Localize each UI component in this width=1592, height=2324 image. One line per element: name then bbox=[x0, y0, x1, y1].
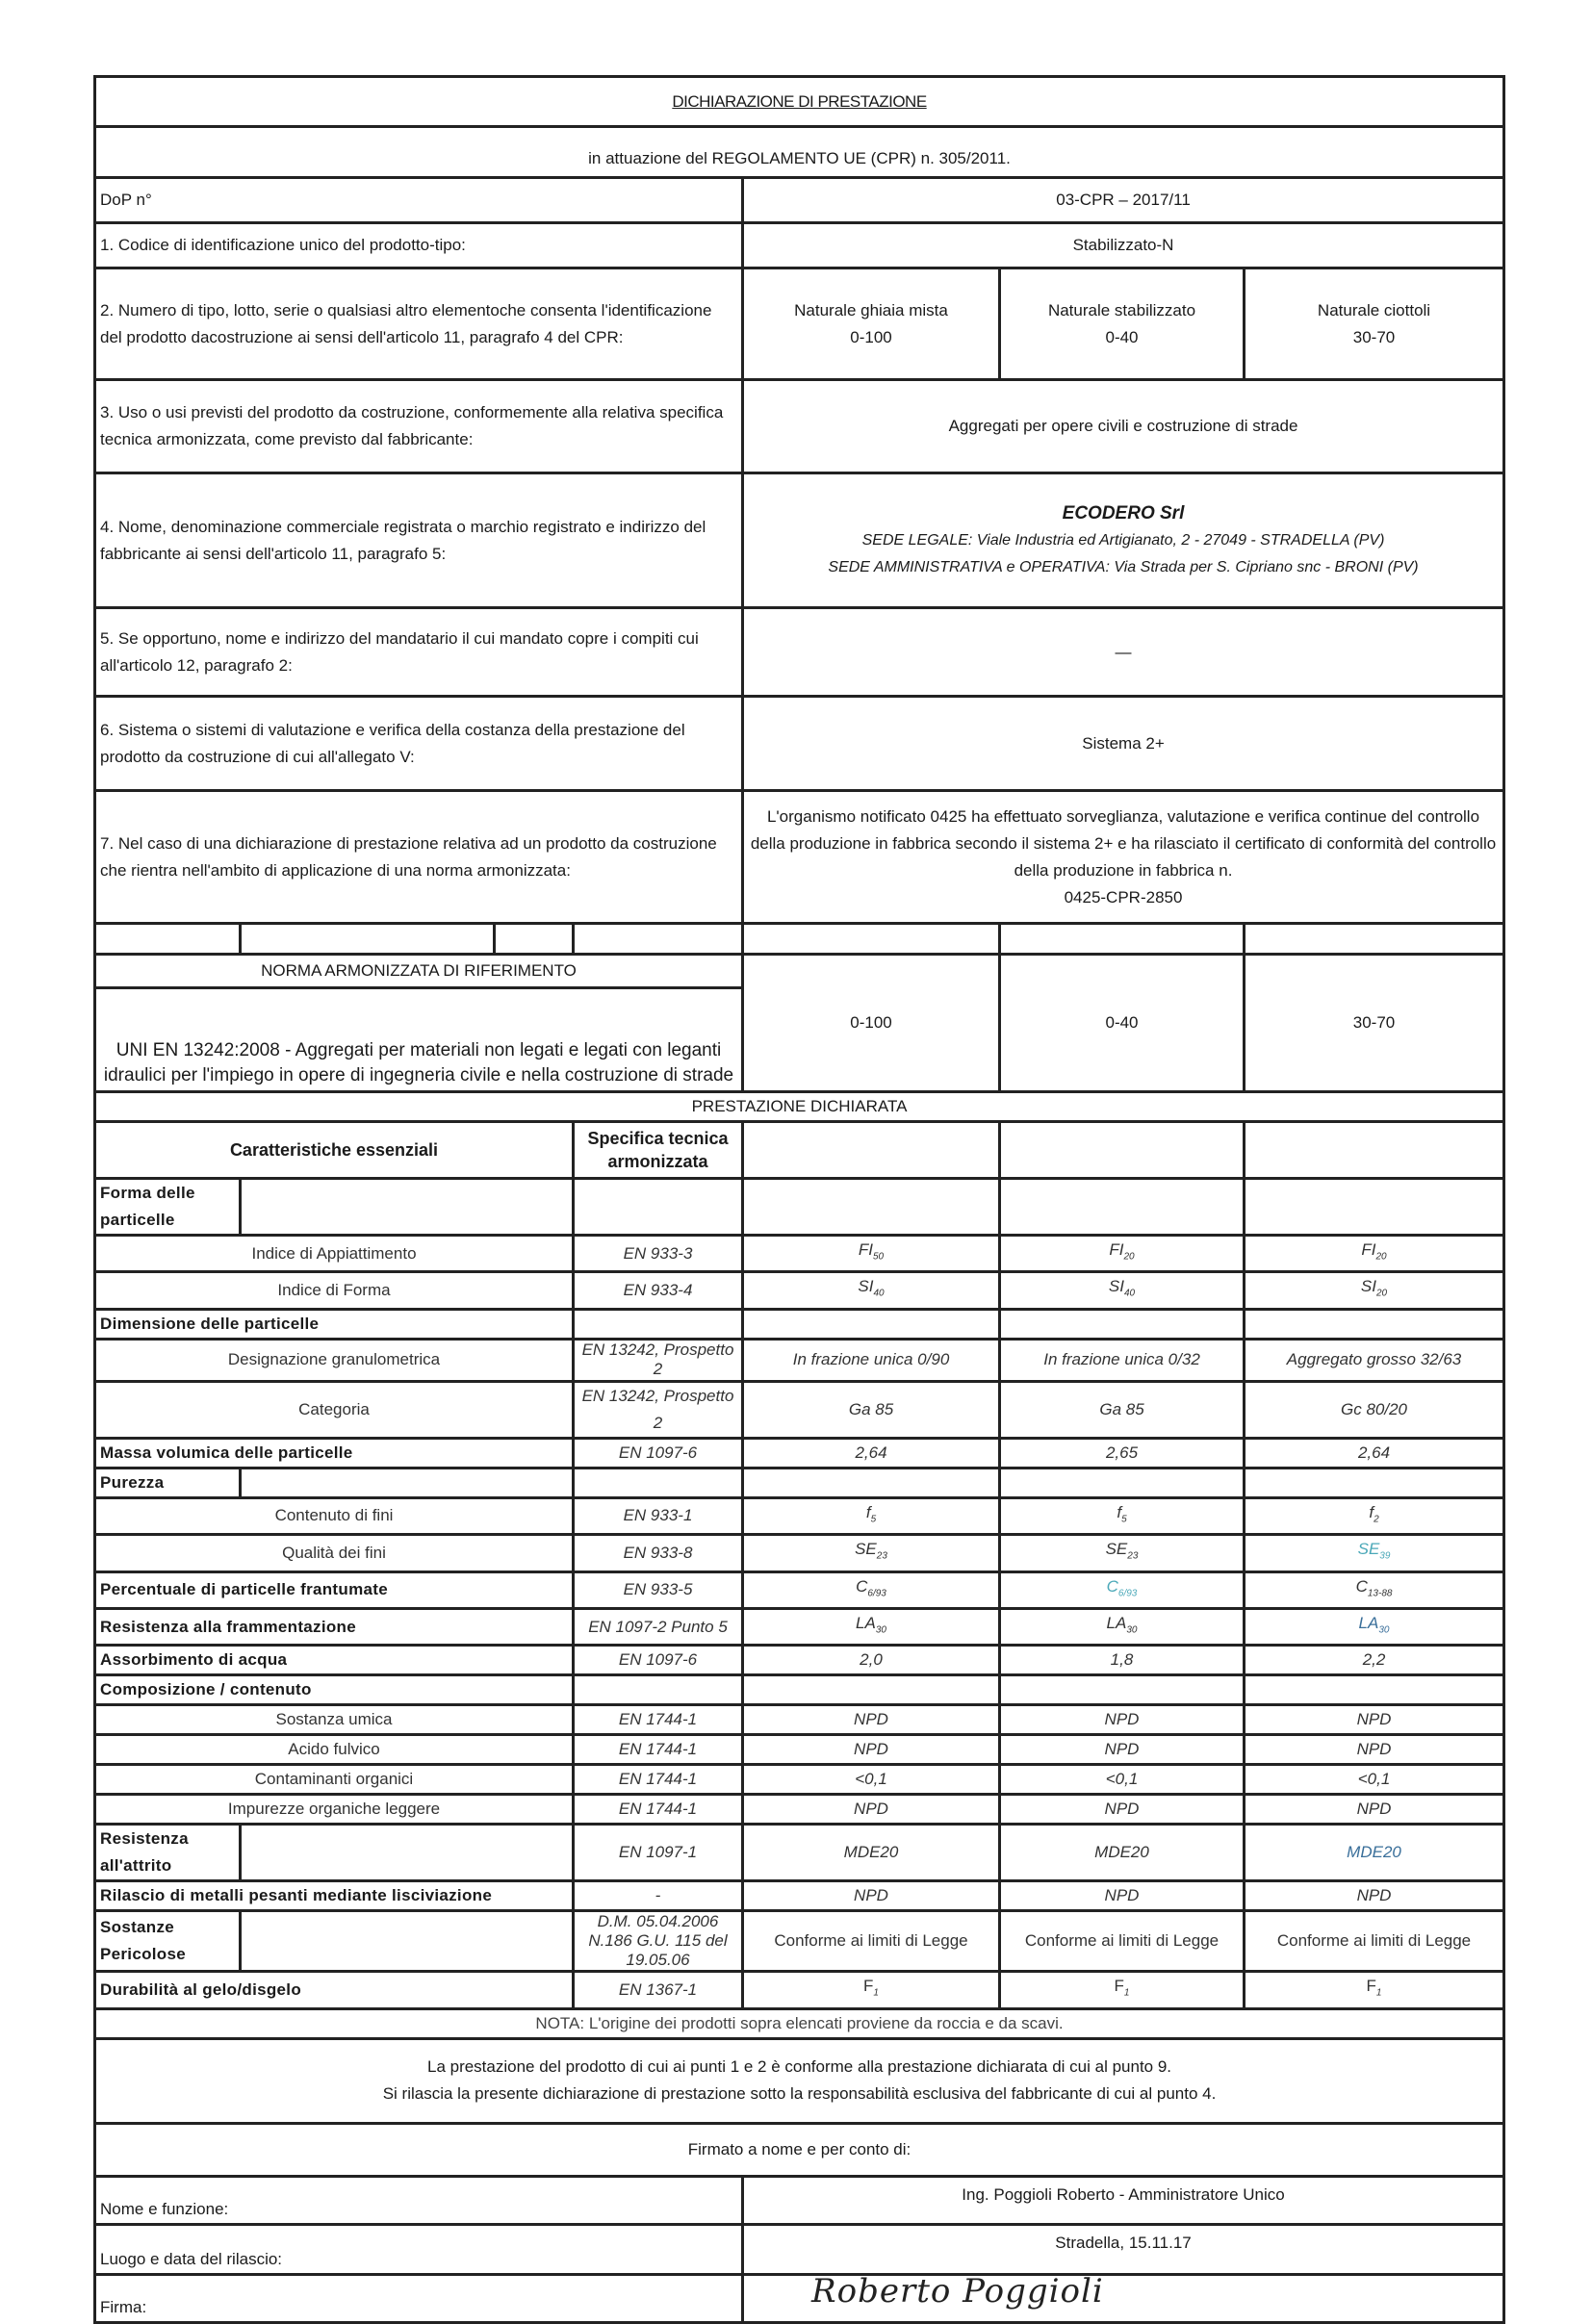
col-characteristics-header: Caratteristiche essenziali bbox=[95, 1122, 574, 1179]
declared-value bbox=[743, 1272, 1000, 1309]
performance-row bbox=[95, 1881, 1504, 1911]
dop-label: DoP n° bbox=[95, 178, 743, 223]
value-main: F bbox=[1366, 1977, 1376, 1996]
spec-reference bbox=[574, 1179, 743, 1236]
declared-value bbox=[1245, 1272, 1504, 1309]
spec-reference: EN 13242, Prospetto 2 bbox=[574, 1381, 743, 1438]
performance-row bbox=[95, 1825, 1504, 1881]
performance-rows bbox=[95, 1179, 1504, 2009]
value-subscript: 5 bbox=[1121, 1514, 1127, 1525]
item6-label: 6. Sistema o sistemi di valutazione e verifica della costanza della prestazione del prodotto da costruzione di cui all'allegato V: bbox=[95, 697, 743, 791]
declared-value: NPD bbox=[1000, 1705, 1245, 1735]
value-main: LA bbox=[856, 1613, 876, 1632]
declared-value bbox=[1245, 1497, 1504, 1534]
conformity-line-2: Si rilascia la presente dichiarazione di prestazione sotto la responsabilità esclusiva del fabbricante di cui al punto 4. bbox=[382, 2084, 1217, 2104]
declared-value: <0,1 bbox=[743, 1765, 1000, 1795]
spec-reference bbox=[574, 1675, 743, 1705]
declared-value bbox=[1245, 1468, 1504, 1497]
declared-value: Conforme ai limiti di Legge bbox=[1245, 1911, 1504, 1972]
characteristic-label: Composizione / contenuto bbox=[95, 1675, 574, 1705]
item1-value: Stabilizzato-N bbox=[743, 223, 1504, 268]
declared-value: 1,8 bbox=[1000, 1646, 1245, 1675]
declared-value bbox=[743, 1236, 1000, 1272]
characteristic-label: Purezza bbox=[95, 1468, 241, 1497]
range-1: 0-100 bbox=[743, 955, 1000, 1092]
manufacturer-block bbox=[743, 473, 1504, 608]
declared-value bbox=[743, 1571, 1000, 1608]
value-subscript: 6/93 bbox=[867, 1587, 886, 1598]
characteristic-label: Percentuale di particelle frantumate bbox=[95, 1571, 574, 1608]
characteristic-blank bbox=[241, 1911, 574, 1972]
declared-value: NPD bbox=[743, 1795, 1000, 1825]
performance-row bbox=[95, 1236, 1504, 1272]
place-label: Luogo e data del rilascio: bbox=[95, 2224, 743, 2274]
value-subscript: 23 bbox=[876, 1550, 887, 1562]
range-3: 30-70 bbox=[1245, 955, 1504, 1092]
value-main: C bbox=[1355, 1576, 1368, 1596]
col-header-blank bbox=[1000, 1122, 1245, 1179]
value-main: C bbox=[856, 1576, 868, 1596]
performance-row bbox=[95, 1705, 1504, 1735]
product-1-range: 0-100 bbox=[850, 327, 892, 346]
product-2-name: Naturale stabilizzato bbox=[1047, 300, 1196, 319]
declared-value: NPD bbox=[1245, 1705, 1504, 1735]
value-subscript: 23 bbox=[1127, 1550, 1139, 1562]
product-2-range: 0-40 bbox=[1105, 327, 1139, 346]
characteristic-label: Resistenza alla frammentazione bbox=[95, 1608, 574, 1645]
performance-row bbox=[95, 1646, 1504, 1675]
page-title: DICHIARAZIONE DI PRESTAZIONE bbox=[95, 77, 1504, 127]
declared-value bbox=[1245, 1309, 1504, 1339]
declared-value: 2,65 bbox=[1000, 1438, 1245, 1468]
value-main: SE bbox=[1357, 1540, 1380, 1559]
characteristic-blank bbox=[241, 1825, 574, 1881]
declared-value: Ga 85 bbox=[743, 1381, 1000, 1438]
item7-text: L'organismo notificato 0425 ha effettuato sorveglianza, valutazione e verifica continue del controllo della produzione in fabbrica secondo il sistema 2+ e ha rilasciato il certificato di conformità del controllo della produzione in fabbrica n. bbox=[750, 806, 1497, 880]
performance-row bbox=[95, 1381, 1504, 1438]
value-main: f bbox=[1369, 1502, 1374, 1521]
spec-reference bbox=[574, 1309, 743, 1339]
characteristic-label: Durabilità al gelo/disgelo bbox=[95, 1972, 574, 2008]
spec-reference: EN 1367-1 bbox=[574, 1972, 743, 2008]
conformity-statement bbox=[95, 2038, 1504, 2123]
col-header-blank bbox=[1245, 1122, 1504, 1179]
spec-reference: EN 1097-1 bbox=[574, 1825, 743, 1881]
declared-value bbox=[1245, 1608, 1504, 1645]
value-main: FI bbox=[858, 1240, 873, 1259]
declared-value: NPD bbox=[1245, 1881, 1504, 1911]
spec-reference: EN 1744-1 bbox=[574, 1705, 743, 1735]
performance-row bbox=[95, 1438, 1504, 1468]
spec-reference: EN 933-3 bbox=[574, 1236, 743, 1272]
characteristic-label: Forma delle particelle bbox=[95, 1179, 241, 1236]
performance-row bbox=[95, 1497, 1504, 1534]
value-main: FI bbox=[1109, 1240, 1124, 1259]
declared-value: Aggregato grosso 32/63 bbox=[1245, 1339, 1504, 1381]
declared-value bbox=[1000, 1272, 1245, 1309]
spec-reference: EN 933-5 bbox=[574, 1571, 743, 1608]
item3-label: 3. Uso o usi previsti del prodotto da costruzione, conformemente alla relativa specifica tecnica armonizzata, come previsto dal fabbricante: bbox=[95, 380, 743, 473]
declared-value: <0,1 bbox=[1245, 1765, 1504, 1795]
declared-value bbox=[743, 1497, 1000, 1534]
declared-value bbox=[1000, 1468, 1245, 1497]
performance-row bbox=[95, 1911, 1504, 1972]
item4-label: 4. Nome, denominazione commerciale registrata o marchio registrato e indirizzo del fabbricante ai sensi dell'articolo 11, paragrafo 5: bbox=[95, 473, 743, 608]
performance-row bbox=[95, 1179, 1504, 1236]
sub-characteristic-label: Indice di Appiattimento bbox=[95, 1236, 574, 1272]
product-1 bbox=[743, 268, 1000, 380]
value-main: SI bbox=[858, 1277, 874, 1296]
performance-row bbox=[95, 1272, 1504, 1309]
value-main: f bbox=[1117, 1502, 1122, 1521]
value-main: LA bbox=[1358, 1613, 1379, 1632]
spacer-row bbox=[95, 924, 1504, 955]
sub-characteristic-label: Sostanza umica bbox=[95, 1705, 574, 1735]
handwritten-signature: Roberto Poggioli bbox=[811, 2271, 1104, 2311]
name-value: Ing. Poggioli Roberto - Amministratore Unico bbox=[743, 2176, 1504, 2224]
declared-value bbox=[1000, 1236, 1245, 1272]
spec-reference: EN 1097-6 bbox=[574, 1646, 743, 1675]
declared-value: Conforme ai limiti di Legge bbox=[1000, 1911, 1245, 1972]
value-subscript: 13-88 bbox=[1367, 1587, 1393, 1598]
sub-characteristic-label: Impurezze organiche leggere bbox=[95, 1795, 574, 1825]
characteristic-label: Massa volumica delle particelle bbox=[95, 1438, 574, 1468]
declared-value: NPD bbox=[1245, 1795, 1504, 1825]
declared-value: MDE20 bbox=[743, 1825, 1000, 1881]
spec-reference: EN 1744-1 bbox=[574, 1735, 743, 1765]
range-2: 0-40 bbox=[1000, 955, 1245, 1092]
dop-value: 03-CPR – 2017/11 bbox=[743, 178, 1504, 223]
declaration-table bbox=[93, 75, 1505, 2324]
value-main: SI bbox=[1108, 1277, 1124, 1296]
item6-value: Sistema 2+ bbox=[743, 697, 1504, 791]
sub-characteristic-label: Qualità dei fini bbox=[95, 1535, 574, 1571]
performance-row bbox=[95, 1608, 1504, 1645]
col-spec-header: Specifica tecnica armonizzata bbox=[574, 1122, 743, 1179]
declared-value bbox=[743, 1972, 1000, 2008]
declared-value: NPD bbox=[1245, 1735, 1504, 1765]
characteristic-label: Dimensione delle particelle bbox=[95, 1309, 574, 1339]
performance-row bbox=[95, 1972, 1504, 2008]
value-main: F bbox=[863, 1977, 874, 1996]
declared-value bbox=[743, 1468, 1000, 1497]
declared-value bbox=[1000, 1535, 1245, 1571]
value-subscript: 50 bbox=[872, 1251, 885, 1263]
value-subscript: 6/93 bbox=[1117, 1587, 1138, 1598]
signature-cell bbox=[743, 2271, 1504, 2322]
product-3-range: 30-70 bbox=[1352, 327, 1396, 346]
declared-value: 2,64 bbox=[1245, 1438, 1504, 1468]
characteristic-label: Sostanze Pericolose bbox=[95, 1911, 241, 1972]
declared-value bbox=[743, 1608, 1000, 1645]
value-subscript: 5 bbox=[870, 1514, 877, 1525]
declared-value bbox=[1245, 1675, 1504, 1705]
sub-characteristic-label: Contaminanti organici bbox=[95, 1765, 574, 1795]
value-subscript: 30 bbox=[1126, 1624, 1138, 1636]
value-subscript: 1 bbox=[873, 1987, 879, 1999]
sub-characteristic-label: Categoria bbox=[95, 1381, 574, 1438]
value-subscript: 2 bbox=[1374, 1514, 1379, 1525]
spec-reference: EN 1097-2 Punto 5 bbox=[574, 1608, 743, 1645]
performance-row bbox=[95, 1309, 1504, 1339]
value-subscript: 20 bbox=[1375, 1251, 1387, 1263]
performance-row bbox=[95, 1675, 1504, 1705]
declared-value bbox=[743, 1309, 1000, 1339]
value-subscript: 1 bbox=[1123, 1987, 1130, 1999]
value-subscript: 20 bbox=[1375, 1288, 1388, 1299]
product-1-name: Naturale ghiaia mista bbox=[794, 300, 948, 319]
declared-value bbox=[1000, 1608, 1245, 1645]
certificate-number: 0425-CPR-2850 bbox=[1064, 887, 1183, 907]
signature-label: Firma: bbox=[95, 2274, 743, 2322]
manufacturer-legal-address: SEDE LEGALE: Viale Industria ed Artigianato, 2 - 27049 - STRADELLA (PV) bbox=[861, 531, 1385, 549]
spec-reference: D.M. 05.04.2006 N.186 G.U. 115 del 19.05.06 bbox=[574, 1911, 743, 1972]
value-subscript: 1 bbox=[1375, 1987, 1382, 1999]
sub-characteristic-label: Acido fulvico bbox=[95, 1735, 574, 1765]
sub-characteristic-label: Designazione granulometrica bbox=[95, 1339, 574, 1381]
spec-reference: EN 933-1 bbox=[574, 1497, 743, 1534]
declared-value bbox=[743, 1535, 1000, 1571]
norma-header: NORMA ARMONIZZATA DI RIFERIMENTO bbox=[95, 955, 743, 988]
performance-row bbox=[95, 1535, 1504, 1571]
value-main: LA bbox=[1106, 1613, 1127, 1632]
declared-value: MDE20 bbox=[1245, 1825, 1504, 1881]
value-main: f bbox=[865, 1502, 871, 1521]
declared-value: 2,2 bbox=[1245, 1646, 1504, 1675]
declared-value: 2,0 bbox=[743, 1646, 1000, 1675]
performance-row bbox=[95, 1765, 1504, 1795]
characteristic-label: Resistenza all'attrito bbox=[95, 1825, 241, 1881]
item1-label: 1. Codice di identificazione unico del prodotto-tipo: bbox=[95, 223, 743, 268]
characteristic-label: Rilascio di metalli pesanti mediante lisciviazione bbox=[95, 1881, 574, 1911]
performance-row bbox=[95, 1735, 1504, 1765]
product-2 bbox=[1000, 268, 1245, 380]
declared-value: In frazione unica 0/90 bbox=[743, 1339, 1000, 1381]
item5-label: 5. Se opportuno, nome e indirizzo del mandatario il cui mandato copre i compiti cui all'articolo 12, paragrafo 2: bbox=[95, 608, 743, 697]
product-3 bbox=[1245, 268, 1504, 380]
declaration-page bbox=[93, 75, 1502, 2324]
prestazione-header: PRESTAZIONE DICHIARATA bbox=[95, 1092, 1504, 1122]
declared-value bbox=[743, 1675, 1000, 1705]
declared-value: NPD bbox=[1000, 1795, 1245, 1825]
declared-value: In frazione unica 0/32 bbox=[1000, 1339, 1245, 1381]
spec-reference bbox=[574, 1468, 743, 1497]
declared-value bbox=[1245, 1179, 1504, 1236]
performance-row bbox=[95, 1795, 1504, 1825]
declared-value bbox=[1000, 1179, 1245, 1236]
declared-value bbox=[1000, 1571, 1245, 1608]
product-3-name: Naturale ciottoli bbox=[1317, 300, 1431, 319]
declared-value bbox=[1000, 1309, 1245, 1339]
value-subscript: 39 bbox=[1379, 1550, 1391, 1562]
declared-value bbox=[743, 1179, 1000, 1236]
place-value: Stradella, 15.11.17 bbox=[743, 2224, 1504, 2274]
spec-reference: EN 1744-1 bbox=[574, 1765, 743, 1795]
spec-reference: EN 933-8 bbox=[574, 1535, 743, 1571]
declared-value: Ga 85 bbox=[1000, 1381, 1245, 1438]
declared-value: <0,1 bbox=[1000, 1765, 1245, 1795]
characteristic-blank bbox=[241, 1179, 574, 1236]
item2-label: 2. Numero di tipo, lotto, serie o qualsiasi altro elementoche consenta l'identificazione del prodotto dacostruzione ai sensi dell'articolo 11, paragrafo 4 del CPR: bbox=[95, 268, 743, 380]
declared-value: NPD bbox=[743, 1735, 1000, 1765]
manufacturer-name: ECODERO Srl bbox=[1062, 502, 1185, 524]
spec-reference: - bbox=[574, 1881, 743, 1911]
value-main: SE bbox=[855, 1540, 877, 1559]
item7-value-block bbox=[743, 791, 1504, 924]
spec-reference: EN 933-4 bbox=[574, 1272, 743, 1309]
value-subscript: 40 bbox=[1123, 1288, 1136, 1299]
sub-characteristic-label: Indice di Forma bbox=[95, 1272, 574, 1309]
value-main: C bbox=[1106, 1576, 1118, 1596]
value-subscript: 40 bbox=[873, 1288, 885, 1299]
norma-text: UNI EN 13242:2008 - Aggregati per materiali non legati e legati con leganti idraulici per l'impiego in opere di ingegneria civile e nella costruzione di strade bbox=[95, 988, 743, 1092]
declared-value bbox=[1245, 1236, 1504, 1272]
declared-value bbox=[1245, 1972, 1504, 2008]
declared-value: Conforme ai limiti di Legge bbox=[743, 1911, 1000, 1972]
declared-value: 2,64 bbox=[743, 1438, 1000, 1468]
spec-reference: EN 1744-1 bbox=[574, 1795, 743, 1825]
characteristic-blank bbox=[241, 1468, 574, 1497]
value-subscript: 30 bbox=[875, 1624, 886, 1636]
regulation-subtitle: in attuazione del REGOLAMENTO UE (CPR) n. 305/2011. bbox=[95, 127, 1504, 178]
declared-value: NPD bbox=[743, 1881, 1000, 1911]
characteristic-label: Assorbimento di acqua bbox=[95, 1646, 574, 1675]
declared-value: MDE20 bbox=[1000, 1825, 1245, 1881]
item3-value: Aggregati per opere civili e costruzione di strade bbox=[743, 380, 1504, 473]
value-main: F bbox=[1114, 1977, 1124, 1996]
declared-value bbox=[1000, 1972, 1245, 2008]
declared-value: NPD bbox=[1000, 1735, 1245, 1765]
declared-value: Gc 80/20 bbox=[1245, 1381, 1504, 1438]
origin-note: NOTA: L'origine dei prodotti sopra elencati proviene da roccia e da scavi. bbox=[95, 2008, 1504, 2038]
item7-label: 7. Nel caso di una dichiarazione di prestazione relativa ad un prodotto da costruzione che rientra nell'ambito di applicazione di una norma armonizzata: bbox=[95, 791, 743, 924]
item5-value: — bbox=[743, 608, 1504, 697]
conformity-line-1: La prestazione del prodotto di cui ai punti 1 e 2 è conforme alla prestazione dichiarata di cui al punto 9. bbox=[426, 2057, 1172, 2077]
signed-on-behalf: Firmato a nome e per conto di: bbox=[95, 2123, 1504, 2176]
value-subscript: 20 bbox=[1123, 1251, 1135, 1263]
declared-value bbox=[1245, 1571, 1504, 1608]
performance-row bbox=[95, 1571, 1504, 1608]
declared-value: NPD bbox=[1000, 1881, 1245, 1911]
spec-reference: EN 1097-6 bbox=[574, 1438, 743, 1468]
declared-value bbox=[1245, 1535, 1504, 1571]
manufacturer-operative-address: SEDE AMMINISTRATIVA e OPERATIVA: Via Strada per S. Cipriano snc - BRONI (PV) bbox=[828, 558, 1419, 575]
performance-row bbox=[95, 1339, 1504, 1381]
value-main: FI bbox=[1361, 1240, 1376, 1259]
declared-value bbox=[1000, 1675, 1245, 1705]
performance-row bbox=[95, 1468, 1504, 1497]
value-subscript: 30 bbox=[1378, 1624, 1390, 1636]
declared-value: NPD bbox=[743, 1705, 1000, 1735]
name-label: Nome e funzione: bbox=[95, 2176, 743, 2224]
spec-reference: EN 13242, Prospetto 2 bbox=[574, 1339, 743, 1381]
declared-value bbox=[1000, 1497, 1245, 1534]
sub-characteristic-label: Contenuto di fini bbox=[95, 1497, 574, 1534]
col-header-blank bbox=[743, 1122, 1000, 1179]
value-main: SI bbox=[1360, 1277, 1376, 1296]
value-main: SE bbox=[1105, 1540, 1128, 1559]
